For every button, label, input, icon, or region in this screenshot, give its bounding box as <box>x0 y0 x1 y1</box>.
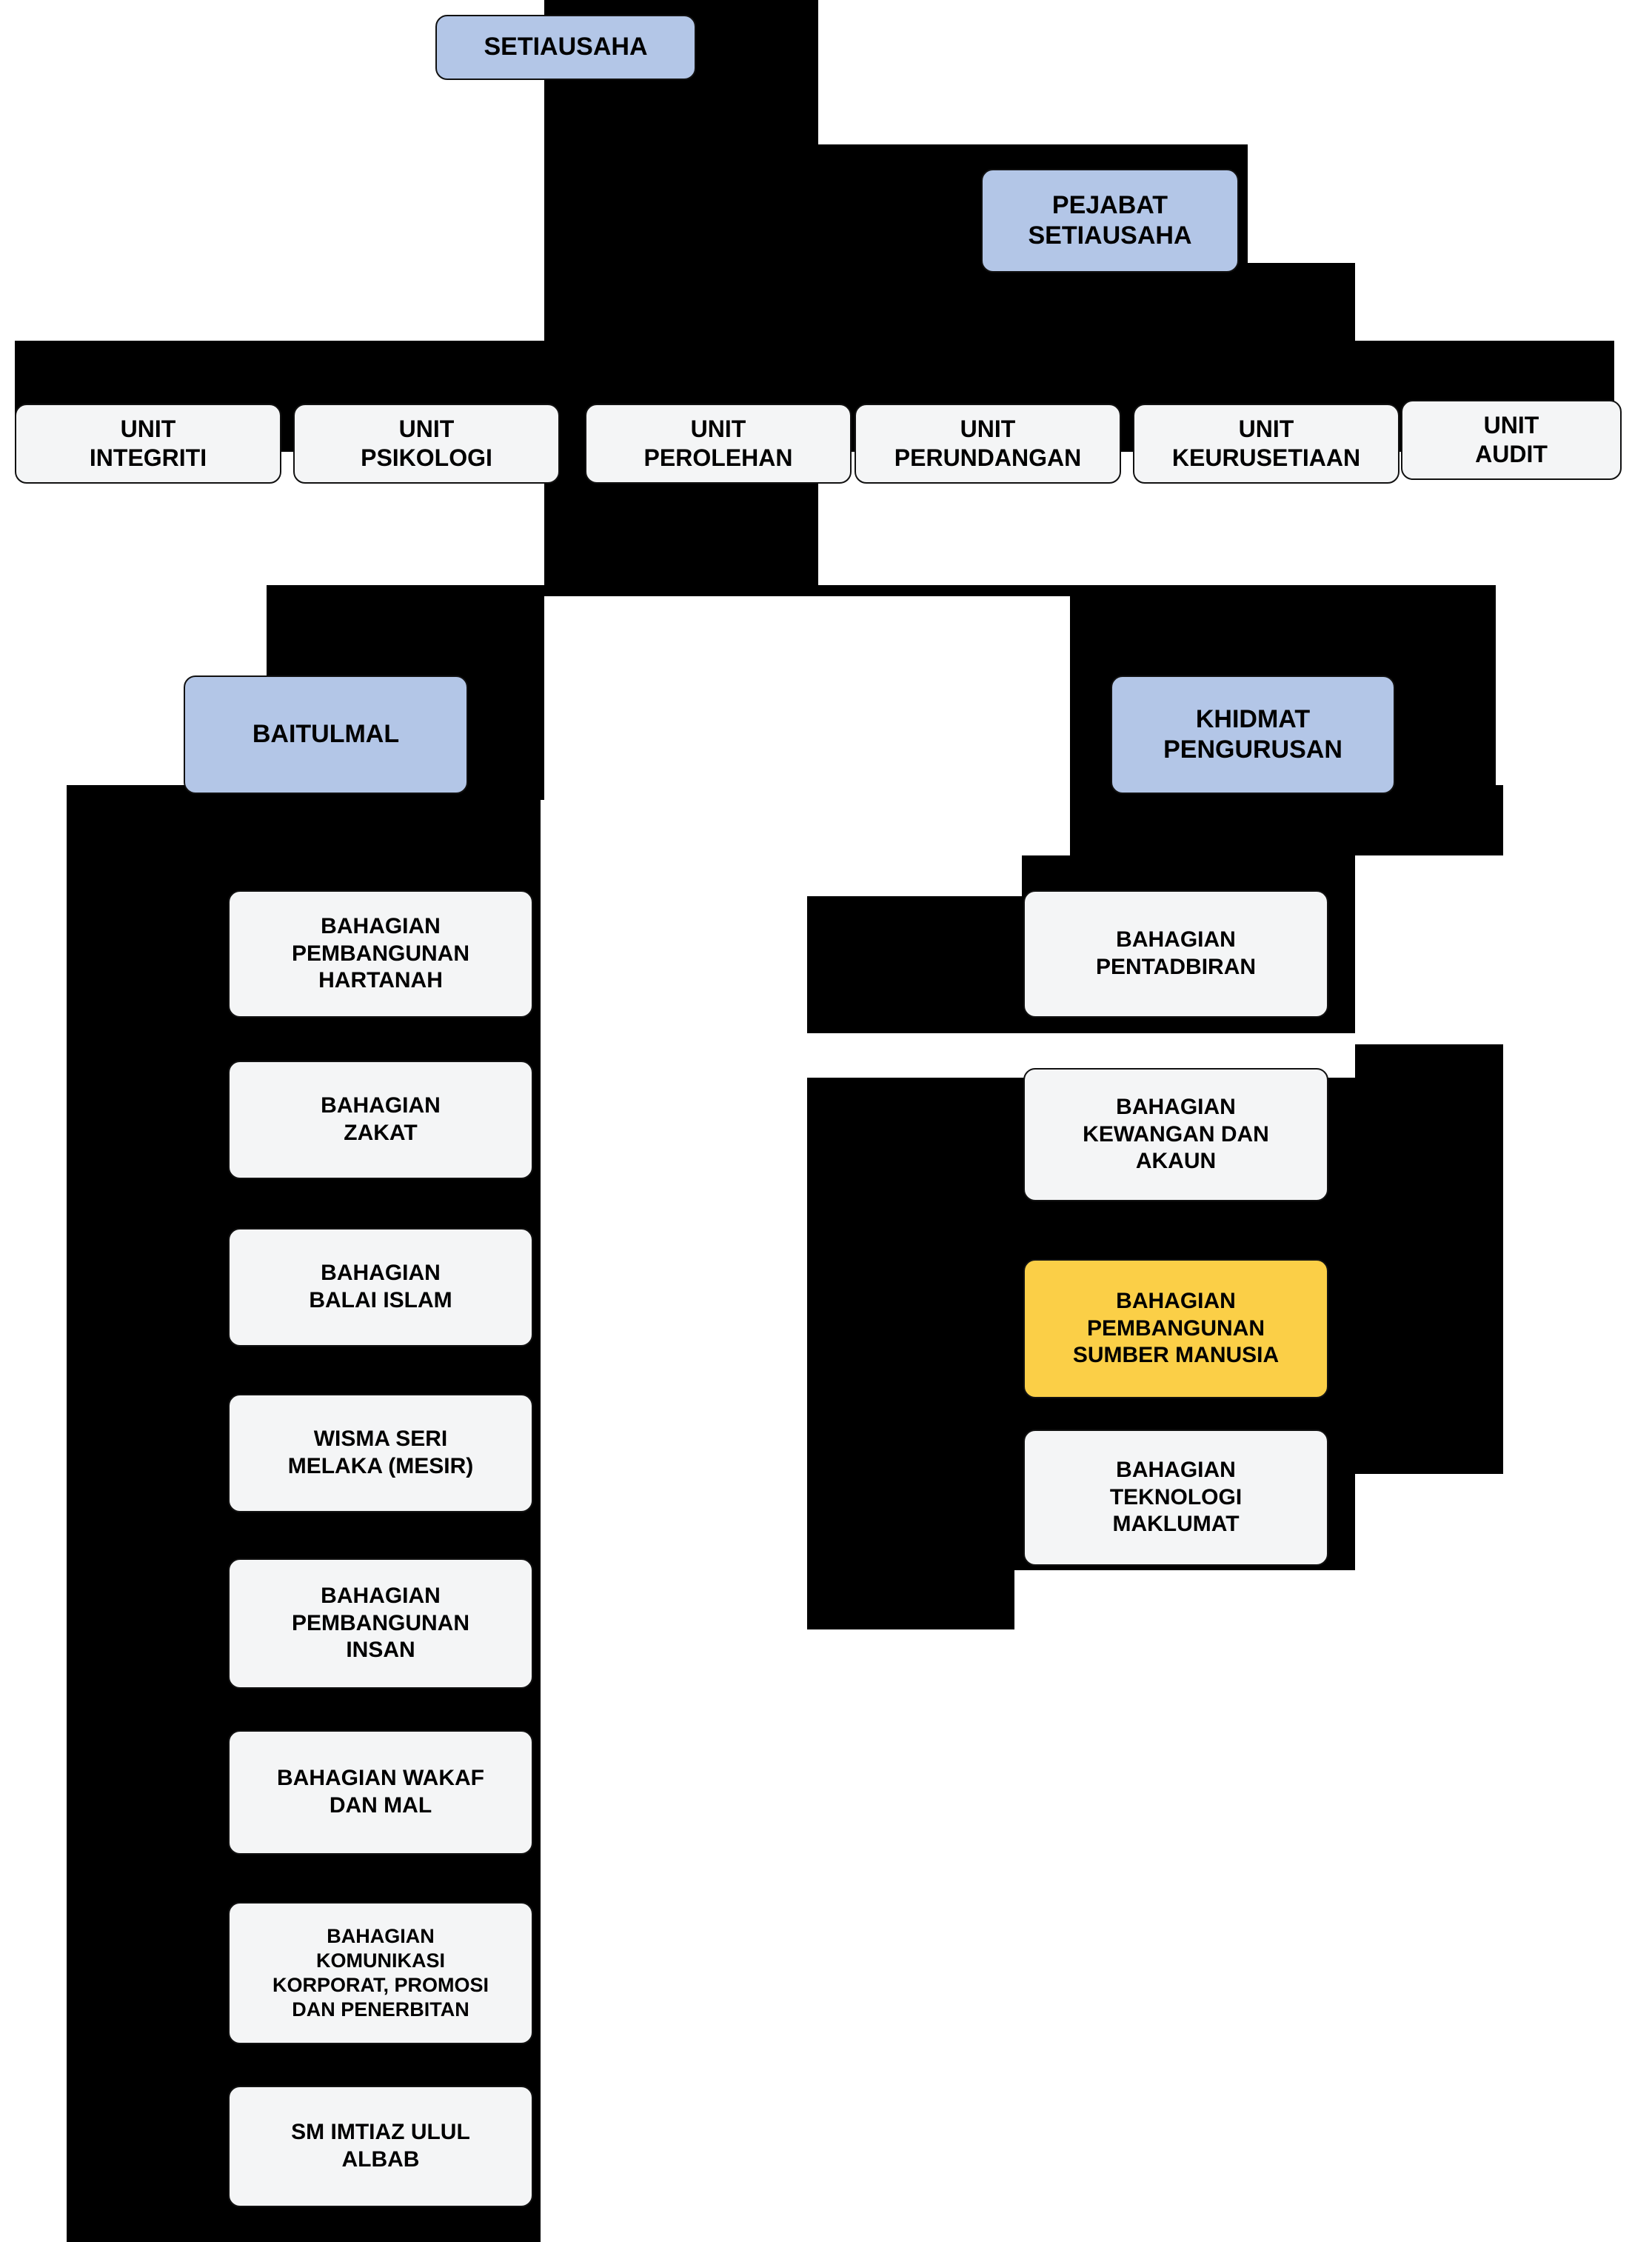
node-bahagian-wakaf-dan-mal[interactable]: BAHAGIAN WAKAF DAN MAL <box>228 1730 533 1855</box>
node-unit-perolehan[interactable]: UNIT PEROLEHAN <box>585 404 852 484</box>
node-unit-audit[interactable]: UNIT AUDIT <box>1401 400 1622 480</box>
node-bahagian-balai-islam[interactable]: BAHAGIAN BALAI ISLAM <box>228 1228 533 1347</box>
node-sm-imtiaz-ulul-albab[interactable]: SM IMTIAZ ULUL ALBAB <box>228 2086 533 2207</box>
knockout-khidmat-row-d <box>1355 1474 1503 1629</box>
node-setiausaha[interactable]: SETIAUSAHA <box>435 15 696 80</box>
node-unit-psikologi[interactable]: UNIT PSIKOLOGI <box>293 404 560 484</box>
knockout-center-gap <box>544 596 1070 855</box>
knockout-khidmat-bottom <box>1014 1570 1355 1629</box>
node-pejabat-setiausaha[interactable]: PEJABAT SETIAUSAHA <box>981 169 1239 273</box>
node-wisma-seri-melaka[interactable]: WISMA SERI MELAKA (MESIR) <box>228 1394 533 1512</box>
node-baitulmal[interactable]: BAITULMAL <box>184 675 468 794</box>
knockout-baitulmal-right <box>544 855 803 2242</box>
node-unit-perundangan[interactable]: UNIT PERUNDANGAN <box>855 404 1121 484</box>
node-bahagian-pembangunan-insan[interactable]: BAHAGIAN PEMBANGUNAN INSAN <box>228 1558 533 1689</box>
node-bahagian-pembangunan-hartanah[interactable]: BAHAGIAN PEMBANGUNAN HARTANAH <box>228 890 533 1018</box>
knockout-khidmat-row-b <box>1355 855 1503 1044</box>
node-bahagian-kewangan-dan-akaun[interactable]: BAHAGIAN KEWANGAN DAN AKAUN <box>1023 1068 1328 1201</box>
node-unit-keurusetiaan[interactable]: UNIT KEURUSETIAAN <box>1133 404 1399 484</box>
knockout-khidmat-row-a <box>807 855 1022 896</box>
node-khidmat-pengurusan[interactable]: KHIDMAT PENGURUSAN <box>1111 675 1395 794</box>
node-bahagian-pembangunan-sumber-manusia[interactable]: BAHAGIAN PEMBANGUNAN SUMBER MANUSIA <box>1023 1259 1328 1398</box>
node-unit-integriti[interactable]: UNIT INTEGRITI <box>15 404 281 484</box>
node-bahagian-pentadbiran[interactable]: BAHAGIAN PENTADBIRAN <box>1023 890 1328 1018</box>
node-bahagian-teknologi-maklumat[interactable]: BAHAGIAN TEKNOLOGI MAKLUMAT <box>1023 1429 1328 1566</box>
node-bahagian-zakat[interactable]: BAHAGIAN ZAKAT <box>228 1061 533 1179</box>
node-bahagian-komunikasi-korporat[interactable]: BAHAGIAN KOMUNIKASI KORPORAT, PROMOSI DAN PENERBITAN <box>228 1902 533 2044</box>
